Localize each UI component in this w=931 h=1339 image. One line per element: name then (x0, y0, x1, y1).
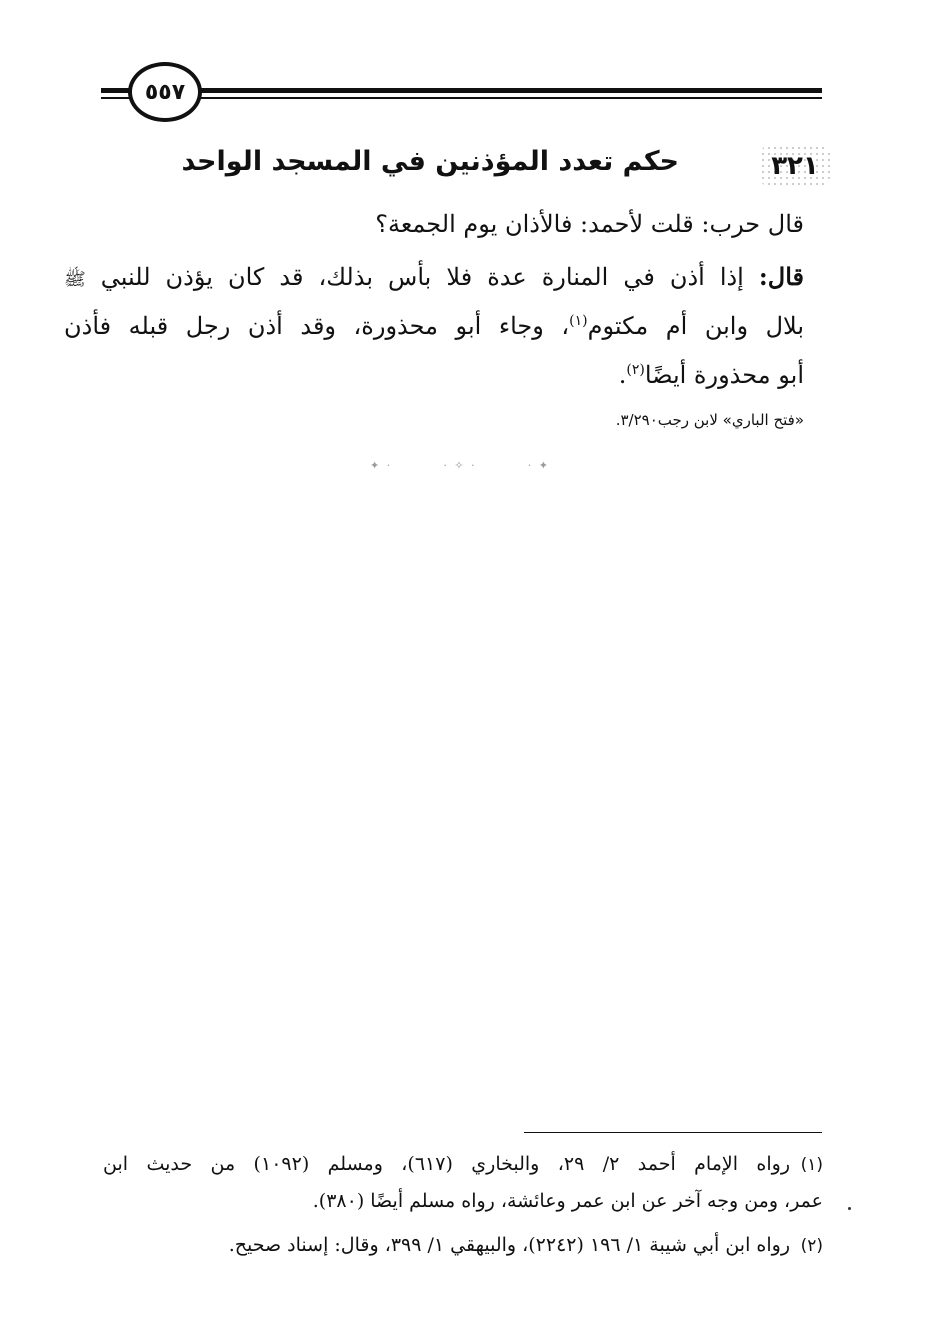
speaker-label: قال: (758, 262, 804, 291)
flourish-dot-icon: · ✧ · (443, 458, 477, 472)
footnote-text: رواه الإمام أحمد ٢/ ٢٩، والبخاري (٦١٧)، ومسلم (١٠٩٢) من حديث ابن (103, 1153, 790, 1175)
body-text: إذا أذن في المنارة عدة فلا بأس بذلك، قد كان يؤذن للنبي (100, 263, 744, 291)
flourish-dot-icon: ✦ · (370, 458, 393, 472)
section-number: ٣٢١ (771, 151, 819, 181)
footnote-continuation (103, 1190, 823, 1212)
body-text: بلال وابن أم مكتوم (587, 312, 805, 340)
footnote-text: رواه ابن أبي شيبة ١/ ١٩٦ (٢٢٤٢)، والبيهقي ١/ ٣٩٩، وقال: إسناد صحيح. (228, 1234, 790, 1256)
footnote (103, 1153, 823, 1175)
body-line (64, 361, 804, 389)
header-rule (101, 97, 131, 99)
footnote-marker: (٢) (800, 1236, 823, 1256)
page-number-frame (128, 62, 202, 122)
source-citation: «فتح الباري» لابن رجب٣/٢٩٠. (615, 411, 804, 429)
decorative-flourish-icon (370, 459, 550, 471)
footnote-ref[interactable]: (١) (569, 313, 588, 329)
footnote-text: عمر، ومن وجه آخر عن ابن عمر وعائشة، رواه مسلم أيضًا (٣٨٠). (312, 1190, 823, 1212)
footnote-ref[interactable]: (٢) (626, 362, 645, 378)
body-text: أبو محذورة أيضًا (644, 361, 804, 389)
body-text: ، وجاء أبو محذورة، وقد أذن رجل قبله فأذن (64, 312, 570, 340)
footnote-marker: (١) (800, 1155, 823, 1175)
section-title: حكم تعدد المؤذنين في المسجد الواحد (181, 146, 679, 177)
footnote (103, 1234, 823, 1256)
footnote-separator (524, 1132, 822, 1133)
section-number-badge (760, 145, 830, 187)
body-line (64, 262, 804, 294)
page-number: ٥٥٧ (144, 79, 186, 105)
body-line (64, 312, 804, 340)
body-text: . (618, 361, 627, 389)
header-rule (101, 88, 131, 93)
header-rule (200, 88, 822, 93)
header-rule (200, 97, 822, 99)
honorific-glyph: ﷺ (64, 269, 86, 290)
scan-speck (848, 1207, 851, 1210)
body-line: قال حرب: قلت لأحمد: فالأذان يوم الجمعة؟ (375, 210, 804, 238)
flourish-dot-icon: · ✦ (527, 458, 550, 472)
